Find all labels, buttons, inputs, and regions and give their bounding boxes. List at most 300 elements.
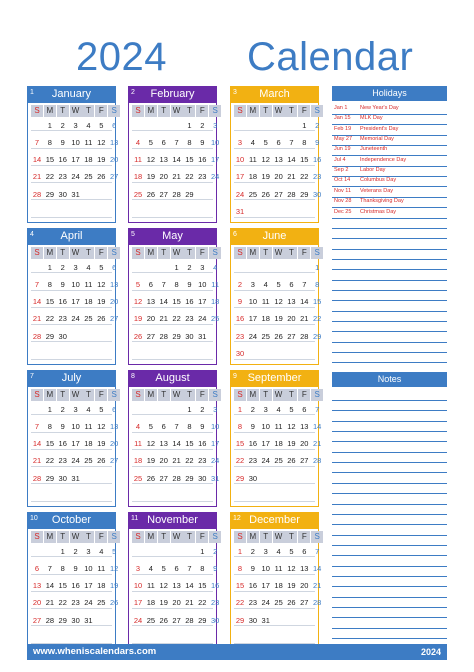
day-cell: 28 [32,331,42,341]
day-cell: 15 [235,439,245,449]
month-days [230,387,322,507]
day-cell: 27 [109,456,119,466]
notes-rule-line [332,483,447,484]
day-cell: 13 [109,137,119,147]
day-cell: 6 [112,404,117,414]
day-cell: 3 [200,262,205,272]
month-name: March [259,88,290,100]
day-cell: 10 [133,581,143,591]
day-cell: 7 [174,421,179,431]
weekday-label: M [44,531,56,543]
week-row-line [234,259,315,273]
day-cell: 16 [185,297,194,307]
holiday-item [334,156,406,164]
day-cell: 29 [185,189,194,199]
day-cell: 27 [159,473,168,483]
holidays-rule-line [332,238,447,239]
holidays-rule-line [332,362,447,363]
day-cell: 10 [198,279,207,289]
day-cell: 23 [248,598,258,608]
day-cell: 5 [99,404,104,414]
day-cell: 1 [302,120,307,130]
day-cell: 5 [289,546,294,556]
weekday-label: M [44,247,56,259]
notes-rule-line [332,597,447,598]
day-cell: 4 [276,546,281,556]
day-cell: 1 [60,546,65,556]
day-cell: 28 [32,189,42,199]
day-cell: 4 [250,137,255,147]
notes-rule-line [332,576,447,577]
day-cell: 24 [235,189,245,199]
weekday-header [31,531,121,543]
day-cell: 27 [274,189,283,199]
day-cell: 30 [198,473,207,483]
day-cell: 3 [250,279,255,289]
month-name: July [61,372,82,384]
day-cell: 14 [32,155,42,165]
weekday-label: T [158,531,170,543]
holiday-date: May 27 [334,136,353,143]
weekday-label: M [145,105,157,117]
notes-rule-line [332,452,447,453]
footer-website: www.wheniscalendars.com [33,646,157,657]
day-cell: 4 [86,404,91,414]
month-header [128,86,217,103]
day-cell: 11 [84,137,93,147]
day-cell: 6 [302,404,307,414]
day-cell: 13 [109,421,119,431]
day-cell: 23 [58,456,67,466]
holiday-name: Columbus Day [360,177,397,184]
day-cell: 25 [248,189,258,199]
day-cell: 24 [198,314,207,324]
day-cell: 9 [213,563,218,573]
title-year: 2024 [76,35,167,79]
day-cell: 27 [109,172,119,182]
day-cell: 25 [133,189,143,199]
day-cell: 31 [210,473,220,483]
day-cell: 2 [60,404,65,414]
title-word: Calendar [247,35,414,79]
day-cell: 12 [159,581,168,591]
month-days [230,529,322,649]
day-cell: 5 [135,279,141,289]
weekday-label: S [108,247,120,259]
day-cell: 18 [84,297,93,307]
weekday-label: F [95,389,107,401]
day-cell: 31 [235,207,245,216]
day-cell: 1 [200,546,205,556]
holidays-rule-line [332,269,447,270]
day-cell: 3 [86,546,91,556]
day-cell: 15 [45,439,55,449]
day-cell: 22 [58,598,67,608]
day-cell: 20 [274,172,283,182]
day-cell: 10 [210,421,220,431]
day-cell: 4 [86,120,91,130]
weekday-header [31,247,121,259]
day-cell: 6 [34,563,40,573]
day-cell: 24 [71,456,80,466]
notes-rule-line [332,586,447,587]
day-cell: 12 [97,279,106,289]
day-cell: 15 [58,581,67,591]
month-name: June [262,230,287,242]
weekday-label: S [311,105,323,117]
day-cell: 19 [159,598,168,608]
weekday-label: M [247,247,259,259]
day-cell: 26 [97,172,106,182]
day-cell: 28 [287,189,296,199]
day-cell: 24 [71,172,80,182]
day-cell: 5 [99,262,104,272]
day-cell: 28 [185,615,194,625]
month-number: 3 [233,89,237,96]
weekday-label: T [183,531,195,543]
notes-lines [332,387,447,649]
weekday-label: S [132,247,144,259]
holiday-name: New Year's Day [360,105,399,111]
notes-rule-line [332,545,447,546]
month-header [128,228,217,245]
day-cell: 12 [287,563,296,573]
month-name: October [51,514,92,526]
day-cell: 9 [315,137,320,147]
day-cell: 17 [261,439,270,449]
footer-bar [27,644,447,660]
day-cell: 21 [287,172,296,182]
day-cell: 17 [235,172,245,182]
day-cell: 14 [172,439,181,449]
day-cell: 8 [237,421,243,431]
day-cell: 7 [187,563,192,573]
weekday-label: F [298,247,310,259]
notes-rule-line [332,535,447,536]
month-days [230,245,322,365]
day-cell: 4 [135,137,141,147]
holidays-rule-line [332,280,447,281]
day-cell: 27 [300,598,309,608]
month-name: April [60,230,83,242]
day-cell: 27 [159,189,168,199]
day-cell: 29 [45,331,55,341]
day-cell: 24 [261,598,270,608]
day-cell: 8 [47,137,52,147]
day-cell: 6 [161,137,166,147]
day-cell: 17 [210,155,220,165]
weekday-header [31,389,121,401]
month-july [27,370,119,507]
notes-rule-line [332,607,447,608]
day-cell: 11 [274,563,283,573]
day-cell: 18 [274,581,283,591]
day-cell: 26 [146,473,156,483]
day-cell: 28 [312,598,322,608]
day-cell: 4 [135,421,141,431]
day-cell: 10 [210,137,220,147]
week-row-line [31,630,112,644]
day-cell: 23 [312,172,322,182]
weekday-label: F [298,531,310,543]
month-header [128,512,217,529]
day-cell: 11 [134,155,142,165]
weekday-label: T [82,389,94,401]
day-cell: 28 [159,331,168,341]
day-cell: 2 [250,546,255,556]
month-name: May [162,230,183,242]
holiday-date: Dec 25 [334,208,352,215]
notes-rule-line [332,617,447,618]
month-header [230,86,319,103]
day-cell: 7 [315,404,320,414]
holidays-rule-line [332,311,447,312]
day-cell: 14 [45,581,55,591]
weekday-header [234,247,324,259]
day-cell: 24 [261,456,270,466]
month-number: 12 [233,515,241,522]
day-cell: 24 [84,598,93,608]
day-cell: 30 [248,473,258,483]
day-cell: 22 [45,456,55,466]
day-cell: 15 [300,155,309,165]
day-cell: 16 [71,581,80,591]
day-cell: 24 [71,314,80,324]
day-cell: 18 [248,172,258,182]
day-cell: 22 [198,598,207,608]
weekday-label: F [196,247,208,259]
day-cell: 9 [187,279,192,289]
weekday-label: S [209,247,221,259]
day-cell: 6 [148,279,153,289]
weekday-label: W [70,105,82,117]
holidays-rule-line [332,218,447,219]
notes-rule-line [332,462,447,463]
day-cell: 17 [71,439,80,449]
day-cell: 13 [109,279,119,289]
weekday-label: S [311,531,323,543]
day-cell: 2 [237,279,243,289]
day-cell: 13 [172,581,181,591]
day-cell: 1 [315,262,320,272]
day-cell: 12 [97,137,106,147]
day-cell: 28 [172,189,181,199]
holiday-item [334,166,385,174]
day-cell: 13 [300,421,309,431]
month-days [128,387,220,507]
day-cell: 5 [289,404,294,414]
day-cell: 3 [135,563,141,573]
holiday-item [334,135,394,143]
day-cell: 19 [97,155,106,165]
holiday-item [334,104,399,112]
day-cell: 12 [287,421,296,431]
day-cell: 27 [300,456,309,466]
holidays-panel [332,86,447,369]
week-row-line [31,346,112,360]
weekday-label: S [234,105,246,117]
day-cell: 17 [84,581,93,591]
day-cell: 6 [289,279,294,289]
notes-rule-line [332,555,447,556]
day-cell: 7 [302,279,307,289]
day-cell: 19 [287,439,296,449]
month-days [27,529,119,649]
day-cell: 10 [248,297,258,307]
day-cell: 20 [300,581,309,591]
day-cell: 10 [71,279,80,289]
day-cell: 14 [312,421,322,431]
month-number: 8 [131,373,135,380]
day-cell: 3 [237,137,243,147]
weekday-label: S [31,247,43,259]
weekday-label: S [209,389,221,401]
day-cell: 13 [32,581,42,591]
month-february [128,86,220,223]
day-cell: 8 [47,279,52,289]
month-number: 2 [131,89,135,96]
day-cell: 10 [71,137,80,147]
day-cell: 22 [235,456,245,466]
day-cell: 18 [274,439,283,449]
day-cell: 9 [237,297,243,307]
day-cell: 27 [109,314,119,324]
day-cell: 18 [133,172,143,182]
day-cell: 19 [146,172,156,182]
holiday-item [334,187,393,195]
month-number: 10 [30,515,38,522]
day-cell: 31 [84,615,93,625]
day-cell: 28 [45,615,55,625]
day-cell: 7 [174,137,179,147]
day-cell: 2 [315,120,320,130]
day-cell: 21 [300,314,309,324]
day-cell: 14 [172,155,181,165]
day-cell: 13 [146,297,156,307]
weekday-label: F [95,531,107,543]
day-cell: 24 [248,331,258,341]
day-cell: 22 [172,314,181,324]
day-cell: 25 [133,473,143,483]
day-cell: 29 [45,473,55,483]
day-cell: 17 [71,155,80,165]
day-cell: 14 [185,581,194,591]
day-cell: 14 [287,155,296,165]
weekday-label: S [31,389,43,401]
day-cell: 26 [97,314,106,324]
weekday-label: S [31,531,43,543]
holiday-date: Nov 11 [334,187,352,194]
month-header [27,228,116,245]
day-cell: 29 [185,473,194,483]
month-march [230,86,322,223]
weekday-label: T [82,531,94,543]
day-cell: 5 [148,137,153,147]
month-november [128,512,220,649]
day-cell: 20 [287,314,296,324]
day-cell: 26 [146,189,156,199]
weekday-label: T [57,531,69,543]
weekday-label: M [247,389,259,401]
weekday-label: T [285,247,297,259]
day-cell: 26 [261,189,270,199]
day-cell: 19 [133,314,143,324]
day-cell: 23 [71,598,80,608]
day-cell: 7 [315,546,320,556]
notes-title: Notes [332,372,447,387]
day-cell: 25 [84,314,93,324]
day-cell: 2 [187,262,192,272]
day-cell: 30 [58,189,67,199]
weekday-label: T [57,105,69,117]
day-cell: 27 [172,615,181,625]
day-cell: 5 [276,279,281,289]
day-cell: 26 [287,598,296,608]
day-cell: 4 [263,279,268,289]
day-cell: 15 [185,439,194,449]
day-cell: 29 [300,189,309,199]
month-number: 1 [30,89,34,96]
weekday-header [132,389,222,401]
weekday-label: W [273,389,285,401]
day-cell: 3 [213,120,218,130]
day-cell: 22 [300,172,309,182]
day-cell: 30 [248,615,258,625]
holidays-rule-line [332,321,447,322]
day-cell: 25 [261,331,270,341]
day-cell: 7 [34,137,40,147]
day-cell: 6 [112,120,117,130]
day-cell: 1 [187,120,192,130]
day-cell: 16 [58,439,67,449]
week-row-line [234,630,315,644]
holiday-item [334,145,387,153]
day-cell: 20 [32,598,42,608]
day-cell: 3 [73,120,78,130]
weekday-label: W [273,247,285,259]
week-row-line [132,204,213,218]
weekday-label: T [285,389,297,401]
month-name: November [147,514,198,526]
holidays-rule-line [332,259,447,260]
day-cell: 21 [185,598,194,608]
month-number: 6 [233,231,237,238]
day-cell: 13 [274,155,283,165]
month-days [128,103,220,223]
holidays-rule-line [332,342,447,343]
day-cell: 31 [71,473,80,483]
day-cell: 3 [263,404,268,414]
month-header [128,370,217,387]
day-cell: 14 [300,297,309,307]
day-cell: 22 [45,314,55,324]
weekday-label: S [234,531,246,543]
weekday-label: T [82,105,94,117]
weekday-label: S [311,389,323,401]
weekday-label: T [183,105,195,117]
day-cell: 21 [32,314,42,324]
day-cell: 6 [276,137,281,147]
day-cell: 17 [248,314,258,324]
day-cell: 16 [312,155,322,165]
day-cell: 1 [237,546,243,556]
day-cell: 26 [109,598,119,608]
month-number: 5 [131,231,135,238]
day-cell: 14 [312,563,322,573]
weekday-label: S [234,389,246,401]
day-cell: 20 [109,439,119,449]
day-cell: 9 [60,137,65,147]
